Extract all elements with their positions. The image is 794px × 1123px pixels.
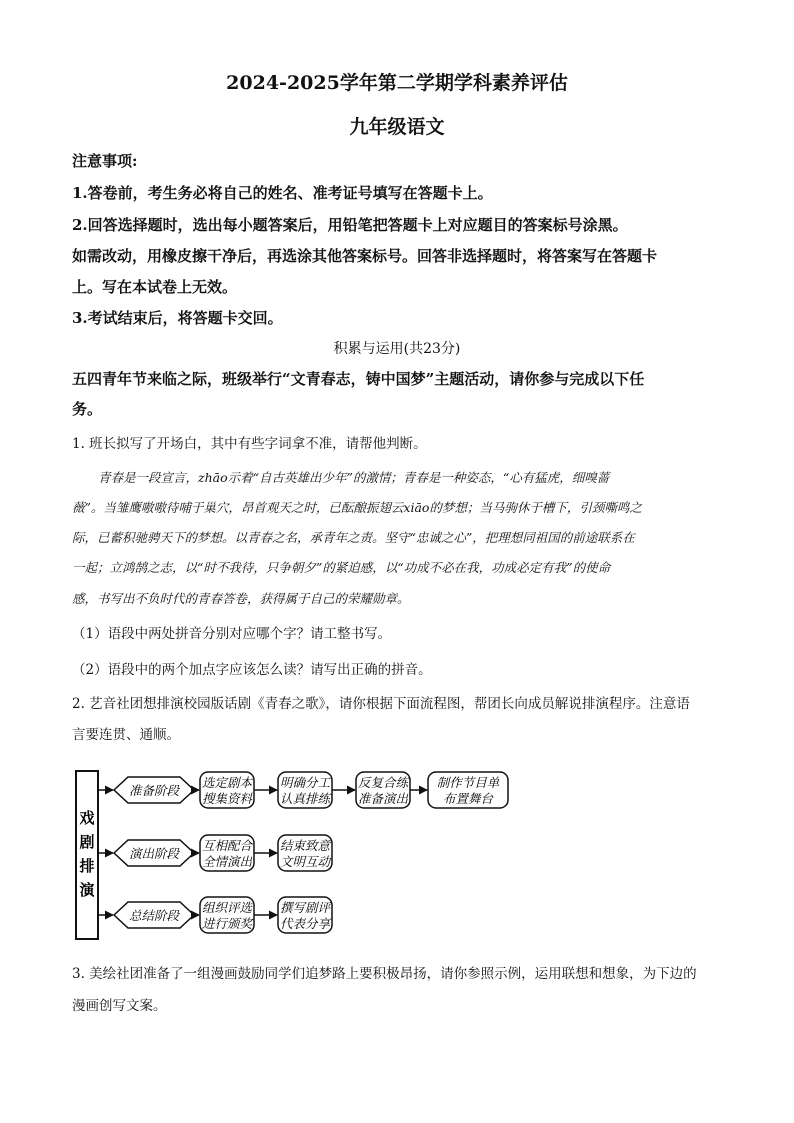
- passage-line: 青春是一段宣言，zhāo示着“自古英雄出少年”的激情；青春是一种姿态，“心有猛虎，细嗅蔷: [98, 470, 610, 485]
- passage-line: 感，书写出不负时代的青春答卷，获得属于自己的荣耀勋章。: [72, 591, 410, 606]
- step-line: 进行颁奖: [201, 916, 253, 931]
- step-line: 全情演出: [201, 854, 253, 869]
- step-line: 准备演出: [357, 791, 409, 806]
- step-line: 撰写剧评: [279, 900, 331, 915]
- step-line: 选定剧本: [201, 775, 253, 790]
- exam-subtitle: 九年级语文: [349, 116, 445, 138]
- question-1-sub-1: （1）语段中两处拼音分别对应哪个字？请工整书写。: [72, 626, 392, 642]
- step-line: 明确分工: [279, 775, 331, 790]
- stage-preparation-label: 准备阶段: [128, 783, 180, 798]
- notes-line-3: 如需改动，用橡皮擦干净后，再选涂其他答案标号。回答非选择题时，将答案写在答题卡: [72, 247, 658, 265]
- step-line: 反复合练: [357, 775, 409, 790]
- stage-performance-label: 演出阶段: [128, 846, 180, 861]
- step-line: 布置舞台: [442, 791, 494, 806]
- section-intro-line-2: 务。: [72, 400, 103, 418]
- exam-title: 2024-2025学年第二学期学科素养评估: [226, 72, 568, 94]
- flowchart-root-char: 戏: [79, 809, 95, 827]
- question-2-stem-line-1: 2. 艺音社团想排演校园版话剧《青春之歌》，请你根据下面流程图，帮团长向成员解说排演程序。注意语: [72, 696, 690, 712]
- passage-line: 薇”。当雏鹰嗷嗷待哺于巢穴，昂首观天之时，已酝酿振翅云xiāo的梦想；当马驹休于槽下，引颈嘶鸣之: [72, 500, 642, 515]
- section-title: 积累与运用(共23分): [333, 341, 461, 357]
- question-2-stem-line-2: 言要连贯、通顺。: [72, 727, 180, 743]
- notes-line-4: 上。写在本试卷上无效。: [72, 278, 238, 296]
- question-1-stem: 1. 班长拟写了开场白，其中有些字词拿不准，请帮他判断。: [72, 436, 427, 452]
- passage-line: 际，已蓄积驰骋天下的梦想。以青春之名，承青年之责。坚守“忠诚之心”，把理想同祖国的前途联系在: [72, 530, 635, 545]
- step-line: 互相配合: [201, 838, 253, 853]
- question-3-stem-line-2: 漫画创写文案。: [72, 998, 167, 1014]
- passage-line: 一起；立鸿鹄之志，以“时不我待，只争朝夕”的紧迫感，以“功成不必在我，功成必定有我”的使命: [72, 560, 611, 575]
- flowchart-root-char: 排: [79, 857, 95, 875]
- step-line: 认真排练: [279, 791, 331, 806]
- section-intro-line-1: 五四青年节来临之际，班级举行“文青春志，铸中国梦”主题活动，请你参与完成以下任: [72, 370, 645, 388]
- step-line: 制作节目单: [436, 775, 500, 790]
- flowchart-root-char: 演: [79, 881, 95, 899]
- step-line: 文明互动: [279, 854, 331, 869]
- notes-line-1: 1.答卷前，考生务必将自己的姓名、准考证号填写在答题卡上。: [72, 184, 493, 202]
- stage-summary-label: 总结阶段: [128, 908, 180, 923]
- step-line: 结束致意: [279, 838, 331, 853]
- question-3-stem-line-1: 3. 美绘社团准备了一组漫画鼓励同学们追梦路上要积极昂扬，请你参照示例，运用联想和想象，为下边的: [72, 966, 697, 982]
- notes-line-2: 2.回答选择题时，选出每小题答案后，用铅笔把答题卡上对应题目的答案标号涂黑。: [72, 216, 628, 234]
- notes-line-5: 3.考试结束后，将答题卡交回。: [72, 309, 283, 327]
- flowchart-root-char: 剧: [79, 833, 95, 851]
- notes-heading: 注意事项:: [72, 152, 138, 170]
- flowchart-root-box: [76, 771, 98, 939]
- step-line: 代表分享: [279, 916, 331, 931]
- question-1-sub-2: （2）语段中的两个加点字应该怎么读？请写出正确的拼音。: [72, 662, 432, 678]
- step-line: 搜集资料: [201, 791, 253, 806]
- rehearsal-flowchart: [70, 765, 520, 945]
- step-line: 组织评选: [201, 900, 253, 915]
